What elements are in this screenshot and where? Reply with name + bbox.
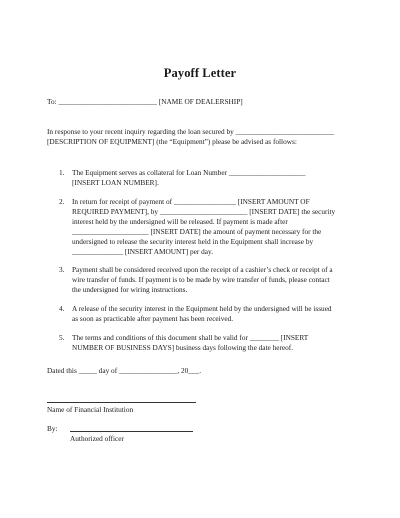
item-line: _____________________ [INSERT DATE] the amount of payment necessary for the	[72, 227, 322, 236]
item-number: 1.	[59, 168, 65, 177]
document-title: Payoff Letter	[163, 66, 237, 80]
intro-line-2: [DESCRIPTION OF EQUIPMENT] (the “Equipment”) please be advised as follows:	[47, 137, 297, 146]
item-line: The terms and conditions of this document shall be valid for ________ [INSERT	[72, 333, 309, 342]
item-number: 4.	[59, 304, 65, 313]
item-line: Payment shall be considered received upon the receipt of a cashier’s check or receipt of a	[72, 265, 333, 274]
to-line: To: ___________________________ [NAME OF DEALERSHIP]	[47, 97, 243, 106]
intro-line-1: In response to your recent inquiry regarding the loan secured by ___________________________	[47, 127, 335, 136]
item-number: 2.	[59, 197, 65, 206]
item-line: as soon as practicable after payment has been received.	[72, 314, 234, 323]
item-line: ______________ [INSERT AMOUNT] per day.	[72, 247, 214, 256]
item-line: [INSERT LOAN NUMBER].	[72, 178, 159, 187]
item-line: NUMBER OF BUSINESS DAYS] business days following the date hereof.	[72, 343, 294, 352]
item-line: interest held by the undersigned will be released. If payment is made after	[72, 217, 288, 226]
item-number: 3.	[59, 265, 65, 274]
officer-signature-line	[70, 431, 193, 432]
dated-line: Dated this _____ day of ________________, 20___.	[47, 366, 202, 375]
item-line: A release of the security interest in the Equipment held by the undersigned will be issued	[72, 304, 332, 313]
item-line: undersigned to release the security interest held in the Equipment shall increase by	[72, 237, 314, 246]
item-line: In return for receipt of payment of _________________ [INSERT AMOUNT OF	[72, 197, 310, 206]
item-line: REQUIRED PAYMENT], by ________________________ [INSERT DATE] the security	[72, 207, 336, 216]
institution-label: Name of Financial Institution	[47, 405, 134, 414]
item-line: wire transfer of funds. If payment is to be made by wire transfer of funds, please contact	[72, 275, 330, 284]
item-line: the undersigned for wiring instructions.	[72, 285, 188, 294]
by-label: By:	[47, 424, 58, 433]
item-number: 5.	[59, 333, 65, 342]
item-line: The Equipment serves as collateral for Loan Number _____________________	[72, 168, 306, 177]
institution-signature-line	[47, 402, 196, 403]
officer-label: Authorized officer	[70, 434, 124, 443]
